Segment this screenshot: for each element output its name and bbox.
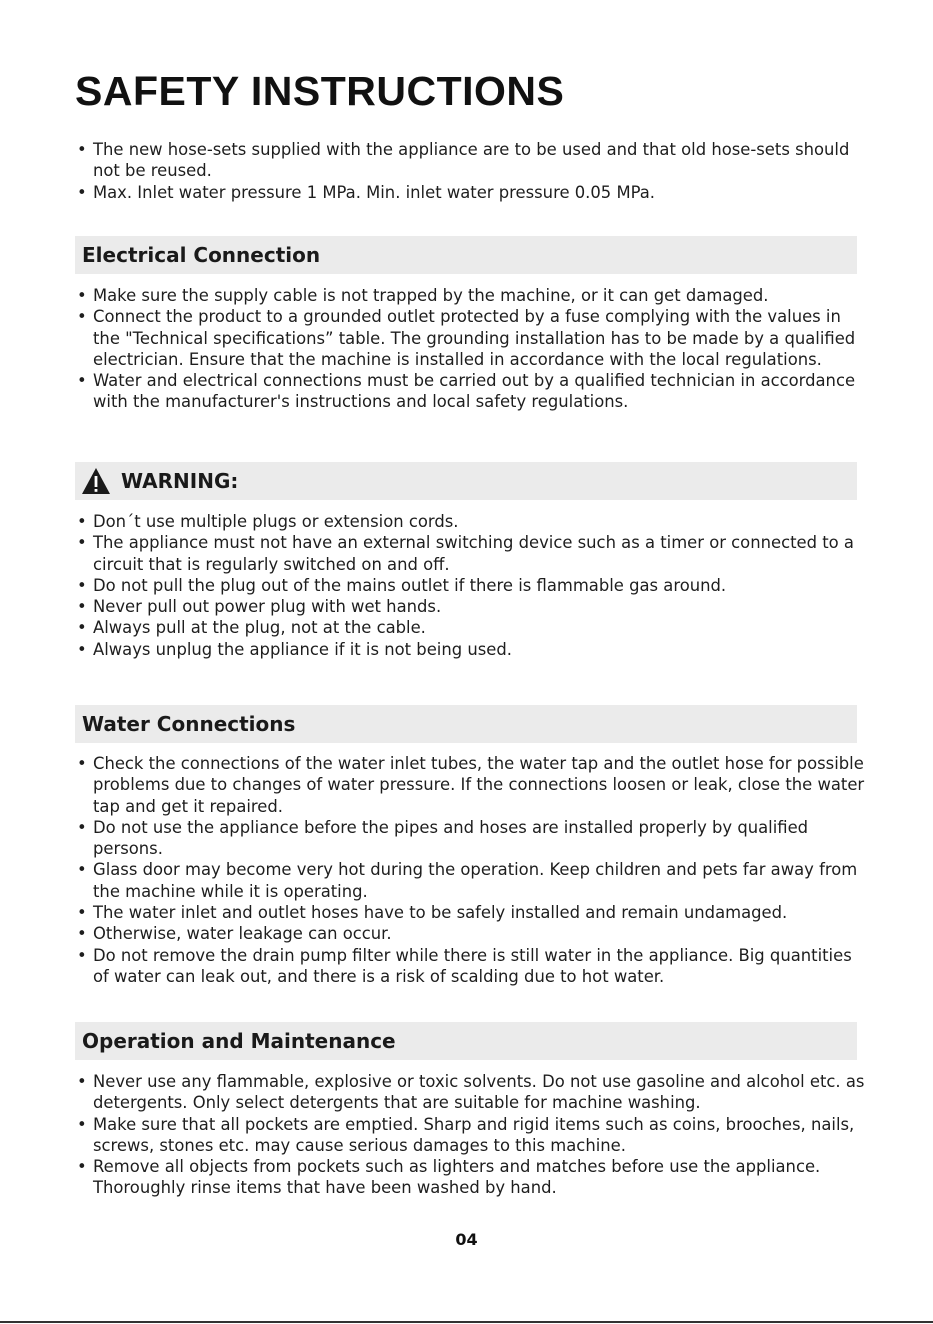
- section-title: Operation and Maintenance: [82, 1029, 396, 1053]
- list-item: • Max. Inlet water pressure 1 MPa. Min. inlet water pressure 0.05 MPa.: [75, 182, 865, 203]
- warning-triangle-icon: [81, 467, 111, 495]
- page-title: SAFETY INSTRUCTIONS: [75, 68, 565, 114]
- section-title: Electrical Connection: [82, 243, 321, 267]
- list-item: • The appliance must not have an external switching device such as a timer or connected to a circuit that is regularly switched on and off.: [75, 532, 865, 575]
- list-item: • Never use any flammable, explosive or toxic solvents. Do not use gasoline and alcohol etc. as detergents. Only select detergents that are suitable for machine washing.: [75, 1071, 865, 1114]
- list-item: • Do not pull the plug out of the mains outlet if there is flammable gas around.: [75, 575, 865, 596]
- list-item: • Never pull out power plug with wet hands.: [75, 596, 865, 617]
- list-item: • The water inlet and outlet hoses have to be safely installed and remain undamaged.: [75, 902, 865, 923]
- list-item: • The new hose-sets supplied with the appliance are to be used and that old hose-sets should not be reused.: [75, 139, 865, 182]
- list-item: • Don´t use multiple plugs or extension cords.: [75, 511, 865, 532]
- water-list: [75, 753, 865, 987]
- list-item: • Otherwise, water leakage can occur.: [75, 923, 865, 944]
- list-item: • Do not use the appliance before the pipes and hoses are installed properly by qualified persons.: [75, 817, 865, 860]
- list-item: • Make sure the supply cable is not trapped by the machine, or it can get damaged.: [75, 285, 865, 306]
- operation-list: [75, 1071, 865, 1199]
- list-item: • Always unplug the appliance if it is not being used.: [75, 639, 865, 660]
- list-item: • Check the connections of the water inlet tubes, the water tap and the outlet hose for possible problems due to changes of water pressure. If the connections loosen or leak, close the water tap and get it repaired.: [75, 753, 865, 817]
- section-title: WARNING:: [121, 469, 239, 493]
- list-item: • Make sure that all pockets are emptied. Sharp and rigid items such as coins, brooches, nails, screws, stones etc. may cause serious damages to this machine.: [75, 1114, 865, 1157]
- water-section-header: [75, 705, 857, 743]
- electrical-section-header: [75, 236, 857, 274]
- warning-list: [75, 511, 865, 660]
- electrical-list: [75, 285, 865, 413]
- list-item: • Remove all objects from pockets such as lighters and matches before use the appliance. Thoroughly rinse items that have been washed by hand.: [75, 1156, 865, 1199]
- page-number: 04: [455, 1230, 478, 1249]
- section-title: Water Connections: [82, 712, 296, 736]
- list-item: • Glass door may become very hot during the operation. Keep children and pets far away from the machine while it is operating.: [75, 859, 865, 902]
- list-item: • Connect the product to a grounded outlet protected by a fuse complying with the values in the "Technical specifications” table. The grounding installation has to be made by a qualified electrician. Ensure that the machine is installed in accordance with the local regulations.: [75, 306, 865, 370]
- intro-list: [75, 139, 865, 203]
- list-item: • Water and electrical connections must be carried out by a qualified technician in accordance with the manufacturer's instructions and local safety regulations.: [75, 370, 865, 413]
- bottom-divider: [0, 1321, 933, 1323]
- warning-section-header: [75, 462, 857, 500]
- list-item: • Do not remove the drain pump filter while there is still water in the appliance. Big quantities of water can leak out, and there is a risk of scalding due to hot water.: [75, 945, 865, 988]
- list-item: • Always pull at the plug, not at the cable.: [75, 617, 865, 638]
- operation-section-header: [75, 1022, 857, 1060]
